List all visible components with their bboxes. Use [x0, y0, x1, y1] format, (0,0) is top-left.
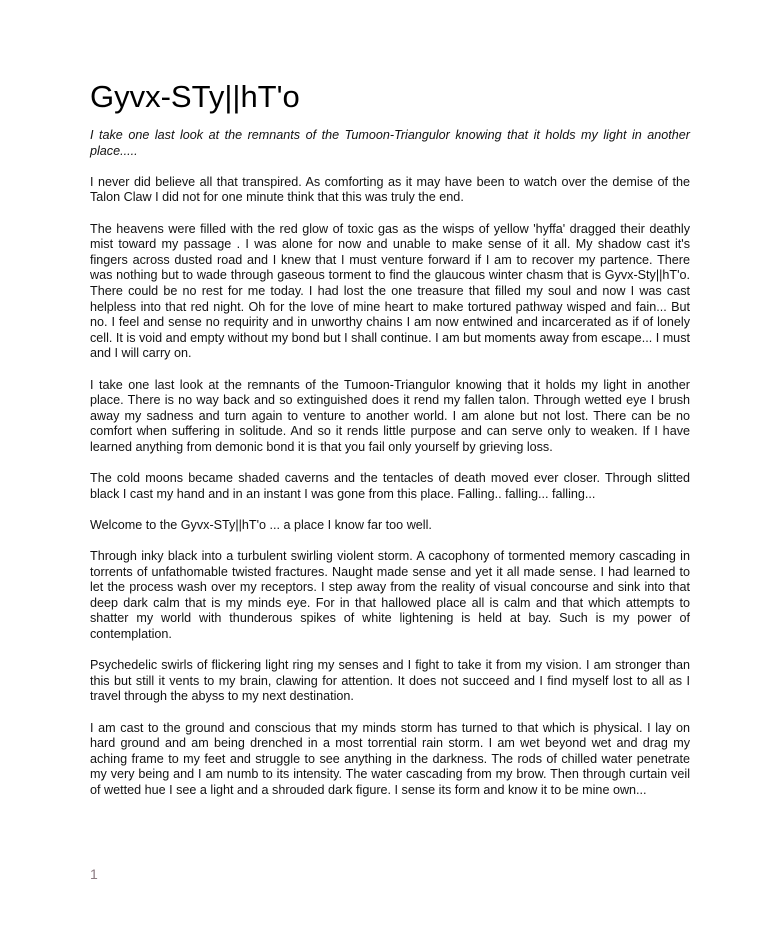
paragraph: I am cast to the ground and conscious that my minds storm has turned to that which is physical. I lay on hard ground and am being drenched in a most torrential rain storm. I am wet beyond wet and drag my aching frame to my feet and struggle to see anything in the darkness. The rods of chilled water penetrate my very being and I am numb to its intensity. The water cascading from my brow. Then through curtain veil of wetted hue I see a light and a shrouded dark figure. I sense its form and know it to be mine own... [90, 720, 690, 797]
paragraph: Welcome to the Gyvx-STy||hT'o ... a place I know far too well. [90, 517, 432, 532]
paragraph: The cold moons became shaded caverns and the tentacles of death moved ever closer. Through slitted black I cast my hand and in an instant I was gone from this place. Falling.. falling... falling... [90, 471, 690, 501]
paragraph: Through inky black into a turbulent swirling violent storm. A cacophony of tormented memory cascading in torrents of unfathomable twisted fractures. Naught made sense and yet it all made sense. I had learned to let the process wash over my receptors. I step away from the reality of visual concourse and sink into that deep dark calm that is my minds eye. For in that hallowed place all is calm and that which attempts to shatter my world with thunderous spikes of white lightening is held at bay. Such is my power of contemplation. [90, 549, 690, 641]
paragraph: Psychedelic swirls of flickering light ring my senses and I fight to take it from my vision. I am stronger than this but still it vents to my brain, clawing for attention. It does not succeed and I find myself lost to all as I travel through the abyss to my next destination. [90, 658, 690, 704]
paragraph-intro: I take one last look at the remnants of the Tumoon-Triangulor knowing that it holds my light in another place..... [90, 128, 690, 158]
document-title: Gyvx-STy||hT'o [90, 79, 300, 114]
document-page [90, 78, 690, 814]
paragraph: I take one last look at the remnants of the Tumoon-Triangulor knowing that it holds my light in another place. There is no way back and so extinguished does it rend my fallen talon. Through wetted eye I brush away my sadness and turn again to venture to another world. I am alone but not lost. There can be no comfort when suffering in solitude. And so it rends little purpose and can serve only to weaken. If I have learned anything from demonic bond it is that you fail only yourself by grieving loss. [90, 377, 690, 454]
paragraph: I never did believe all that transpired. As comforting as it may have been to watch over the demise of the Talon Claw I did not for one minute think that this was truly the end. [90, 174, 690, 205]
page-number: 1 [90, 866, 98, 882]
paragraph: The heavens were filled with the red glow of toxic gas as the wisps of yellow 'hyffa' dragged their deathly mist toward my passage . I was alone for now and unable to make sense of it all. My shadow cast it's fingers across dusted road and I knew that I must venture forward if I am to recover my partence. There was nothing but to wade through gaseous torment to find the glaucous winter chasm that is Gyvx-Sty||hT'o. There could be no rest for me today. I had lost the one treasure that filled my soul and now I was cast helpless into that red night. Oh for the love of mine heart to make tortured pathway wisped and fain... But no. I feel and sense no requirity and in unworthy chains I am now entwined and incarcerated as if of lonely cell. It is void and empty without my bond but I shall continue. I am but moments away from escape... I must and I will carry on. [90, 221, 690, 361]
